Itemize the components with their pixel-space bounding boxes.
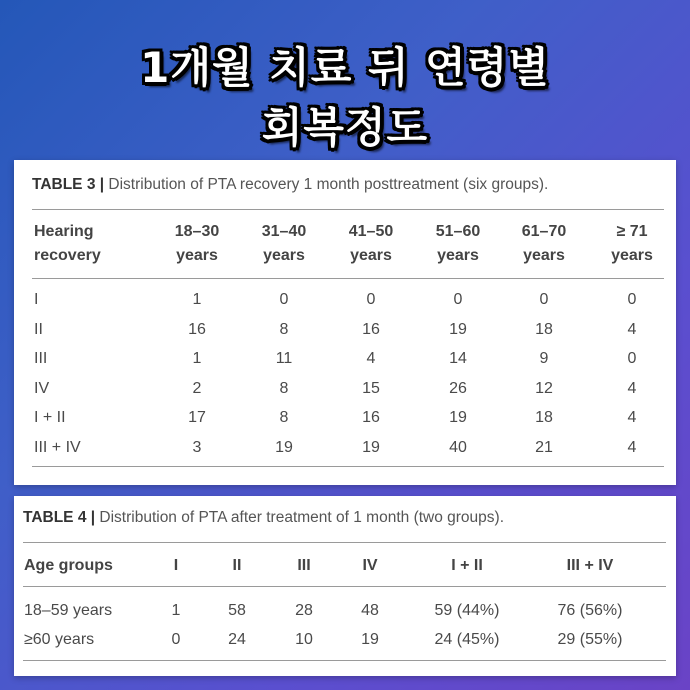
table-3-row-label: III bbox=[34, 350, 48, 368]
table-4-bottom-rule bbox=[23, 660, 666, 661]
table-3-header-31-40 bbox=[244, 220, 324, 268]
table-3-caption-label: TABLE 3 | bbox=[32, 176, 105, 193]
header-line: years bbox=[523, 247, 565, 264]
table-3-cell: 4 bbox=[627, 439, 637, 456]
header-line: Hearing bbox=[34, 223, 94, 240]
header-line: years bbox=[176, 247, 218, 264]
table-3-cell: 19 bbox=[449, 409, 467, 427]
table-4-cell: 10 bbox=[295, 631, 313, 648]
table-3-cell: 11 bbox=[275, 350, 293, 368]
table-4-row-label: ≥60 years bbox=[24, 631, 95, 648]
headline-line-2: 회복정도 bbox=[261, 103, 429, 152]
header-line: 18–30 bbox=[174, 223, 220, 240]
table-3-header-51-60 bbox=[418, 220, 498, 268]
table-3-cell: 4 bbox=[366, 350, 376, 368]
table-3-cell: 1 bbox=[192, 350, 202, 368]
table-4-header-ii: II bbox=[232, 557, 242, 574]
header-line: 41–50 bbox=[348, 223, 394, 240]
table-4-header-iii: III bbox=[297, 557, 311, 574]
header-line: recovery bbox=[34, 247, 101, 264]
table-4-caption-label: TABLE 4 | bbox=[23, 509, 96, 526]
table-3-cell: 3 bbox=[192, 439, 202, 456]
table-4-caption-text: Distribution of PTA after treatment of 1 month (two groups). bbox=[95, 509, 505, 526]
table-3-header-hearing bbox=[34, 220, 101, 268]
table-4-cell: 48 bbox=[361, 602, 379, 619]
table-3-cell: 0 bbox=[627, 291, 637, 308]
table-3-cell: 0 bbox=[366, 291, 376, 308]
table-4-cell: 0 bbox=[171, 631, 181, 648]
table-3-row-label: I + II bbox=[34, 409, 66, 427]
table-3-cell: 1 bbox=[192, 291, 202, 308]
table-4-cell: 76 (56%) bbox=[557, 602, 623, 619]
table-4-cell: 24 (45%) bbox=[434, 631, 500, 648]
table-3-header-71-plus bbox=[592, 220, 672, 268]
table-4-cell: 28 bbox=[295, 602, 313, 619]
table-4-cell: 19 bbox=[361, 631, 379, 648]
table-4-cell: 58 bbox=[228, 602, 246, 619]
table-3-cell: 15 bbox=[362, 379, 380, 397]
table-3-row-label: IV bbox=[34, 379, 50, 397]
header-line: years bbox=[611, 247, 653, 264]
table-3-cell: 16 bbox=[362, 409, 380, 427]
table-3-row-label: III + IV bbox=[34, 439, 81, 456]
table-3-cell: 0 bbox=[453, 291, 463, 308]
header-line: 31–40 bbox=[261, 223, 307, 240]
table-3-cell: 0 bbox=[539, 291, 549, 308]
headline-line-1: 1개월 치료 뒤 연령별 bbox=[140, 43, 550, 92]
table-4-header-iv: IV bbox=[362, 557, 378, 574]
table-3-cell: 12 bbox=[535, 379, 553, 397]
table-3-cell: 18 bbox=[535, 320, 553, 338]
table-3-cell: 9 bbox=[539, 350, 549, 368]
table-3-cell: 16 bbox=[188, 320, 206, 338]
header-line: ≥ 71 bbox=[616, 223, 648, 240]
table-3-cell: 17 bbox=[188, 409, 206, 427]
table-4-cell: 1 bbox=[171, 602, 181, 619]
table-3-cell: 16 bbox=[362, 320, 380, 338]
header-line: years bbox=[263, 247, 305, 264]
header-line: 61–70 bbox=[521, 223, 567, 240]
table-4-card bbox=[14, 496, 676, 676]
table-4-header-iii-iv: III + IV bbox=[566, 557, 614, 574]
table-4-cell: 29 (55%) bbox=[557, 631, 623, 648]
table-4-top-rule bbox=[23, 542, 666, 543]
table-4-row-label: 18–59 years bbox=[24, 602, 113, 619]
table-3-caption bbox=[32, 176, 548, 194]
table-3-cell: 8 bbox=[279, 409, 289, 427]
table-3-cell: 2 bbox=[192, 379, 202, 397]
table-3-cell: 8 bbox=[279, 320, 289, 338]
table-4-cell: 24 bbox=[228, 631, 246, 648]
table-3-card bbox=[14, 160, 676, 485]
table-3-top-rule bbox=[32, 209, 664, 210]
table-3-header-61-70 bbox=[504, 220, 584, 268]
table-3-cell: 18 bbox=[535, 409, 553, 427]
table-3-cell: 4 bbox=[627, 379, 637, 397]
table-3-header-18-30 bbox=[157, 220, 237, 268]
table-3-caption-text: Distribution of PTA recovery 1 month posttreatment (six groups). bbox=[104, 176, 549, 193]
header-line: 51–60 bbox=[435, 223, 481, 240]
table-4-header-i: I bbox=[173, 557, 179, 574]
table-3-cell: 4 bbox=[627, 409, 637, 427]
table-3-cell: 19 bbox=[275, 439, 293, 456]
table-3-cell: 26 bbox=[449, 379, 467, 397]
header-line: years bbox=[437, 247, 479, 264]
table-4-cell: 59 (44%) bbox=[434, 602, 500, 619]
table-4-header-rule bbox=[23, 586, 666, 587]
table-3-cell: 14 bbox=[449, 350, 467, 368]
table-3-row-label: II bbox=[34, 320, 43, 338]
table-3-header-41-50 bbox=[331, 220, 411, 268]
table-3-cell: 4 bbox=[627, 320, 637, 338]
table-3-cell: 19 bbox=[449, 320, 467, 338]
header-line: years bbox=[350, 247, 392, 264]
table-3-row-label: I bbox=[34, 291, 39, 308]
table-4-header-age-groups: Age groups bbox=[24, 557, 113, 574]
table-3-cell: 0 bbox=[627, 350, 637, 368]
headline bbox=[0, 38, 690, 158]
table-4-header-i-ii: I + II bbox=[451, 557, 483, 574]
table-3-cell: 8 bbox=[279, 379, 289, 397]
table-3-cell: 21 bbox=[535, 439, 553, 456]
table-3-cell: 40 bbox=[449, 439, 467, 456]
table-4-caption bbox=[23, 509, 504, 527]
table-3-bottom-rule bbox=[32, 466, 664, 467]
table-3-header-rule bbox=[32, 278, 664, 279]
table-3-cell: 0 bbox=[279, 291, 289, 308]
table-3-cell: 19 bbox=[362, 439, 380, 456]
